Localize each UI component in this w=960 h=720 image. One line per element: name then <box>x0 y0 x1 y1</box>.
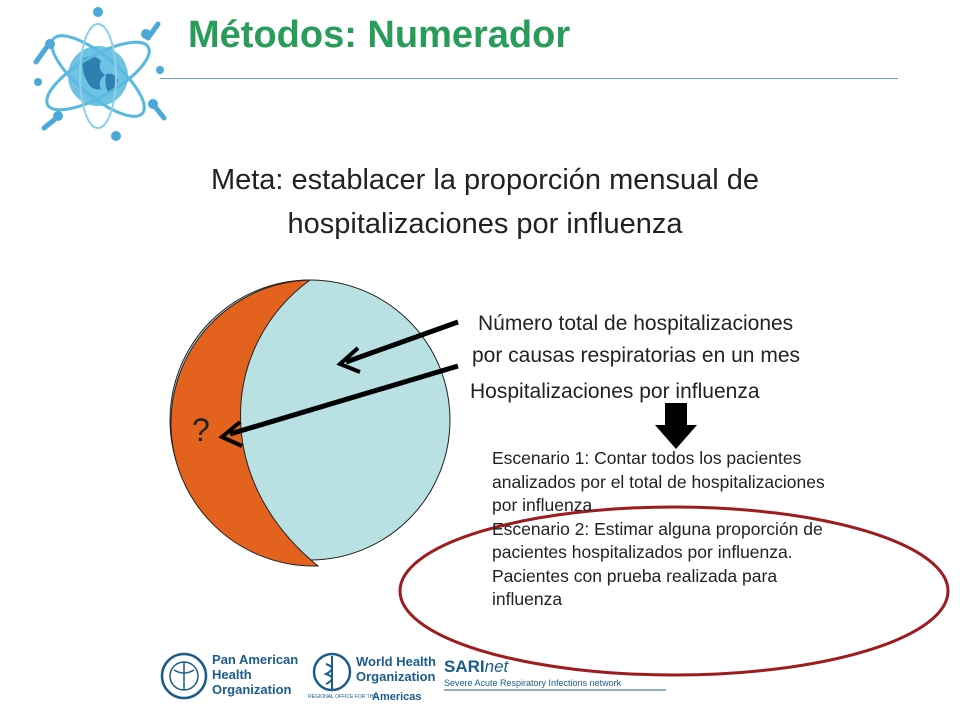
sarinet-brand-italic: net <box>484 657 509 676</box>
label-total-hospitalizations-line-1: Número total de hospitalizaciones <box>478 312 794 335</box>
scenario-line: Escenario 1: Contar todos los pacientes <box>492 448 802 468</box>
scenario-line: Pacientes con prueba realizada para <box>492 565 778 586</box>
scenario-line: analizados por el total de hospitalizaciones <box>492 471 825 492</box>
scenario-line: Escenario 2: Estimar alguna proporción de <box>492 518 823 539</box>
sarinet-brand-bold: SARI <box>444 657 485 676</box>
scenario-line: por influenza <box>492 495 593 515</box>
who-region-caption: REGIONAL OFFICE FOR THE <box>308 694 377 700</box>
label-total-hospitalizations-line-2: por causas respiratorias en un mes <box>472 344 800 367</box>
down-arrow-icon <box>655 403 697 449</box>
unknown-proportion-marker: ? <box>192 412 210 448</box>
goal-line-1: Meta: establacer la proporción mensual de <box>210 164 760 196</box>
who-name-line-1: World Health <box>356 654 436 669</box>
page-title: Métodos: Numerador <box>188 14 571 56</box>
sarinet-subtitle: Severe Acute Respiratory Infections network <box>444 678 622 688</box>
paho-name-line-3: Organization <box>212 682 292 697</box>
scenario-line: influenza <box>492 589 563 609</box>
who-name-line-2: Organization <box>356 669 436 684</box>
scenarios-text <box>492 447 825 612</box>
goal-line-2: hospitalizaciones por influenza <box>287 208 683 240</box>
paho-name-line-2: Health <box>212 667 252 682</box>
paho-name-line-1: Pan American <box>212 652 299 667</box>
who-region: Americas <box>372 691 422 703</box>
label-influenza-hospitalizations: Hospitalizaciones por influenza <box>470 380 760 403</box>
scenario-line: pacientes hospitalizados por influenza. <box>492 542 793 562</box>
footer-logos <box>160 648 670 704</box>
sarinet-brand <box>444 657 510 676</box>
